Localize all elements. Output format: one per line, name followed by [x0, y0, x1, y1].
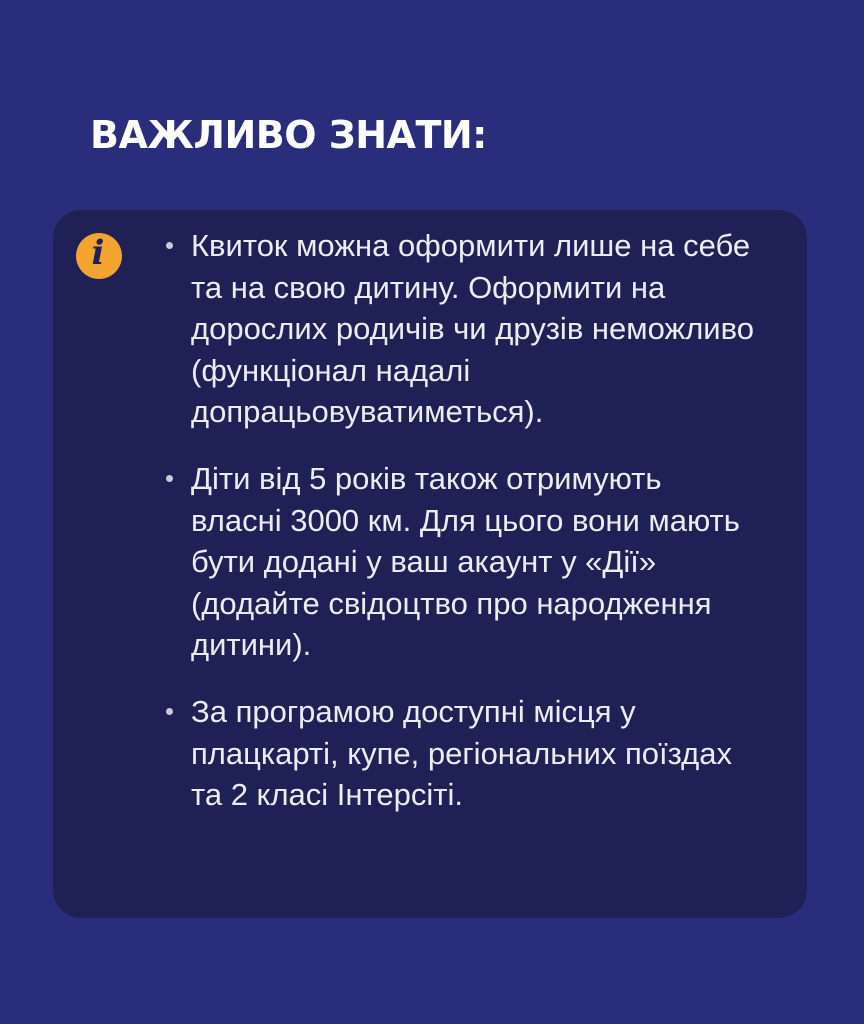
list-item: [165, 225, 790, 433]
info-icon-glyph: i: [91, 233, 105, 273]
list-item: [165, 691, 790, 816]
bullet-line: (додайте свідоцтво про народження: [191, 585, 712, 621]
bullet-line: Квиток можна оформити лише на себе: [191, 228, 751, 263]
page-title: ВАЖЛИВО ЗНАТИ:: [90, 113, 487, 157]
bullet-line: плацкарті, купе, регіональних поїздах: [191, 735, 732, 771]
bullet-text: [191, 458, 740, 666]
bullet-line: дитини).: [191, 627, 312, 663]
bullet-line: бути додані у ваш акаунт у «Дії»: [191, 544, 657, 580]
info-icon: [76, 233, 122, 279]
bullet-line: За програмою доступні місця у: [191, 693, 636, 729]
bullet-dot-icon: [165, 225, 191, 266]
bullet-line: власні 3000 км. Для цього вони мають: [191, 502, 740, 538]
bullet-text: [191, 691, 732, 816]
list-item: [165, 458, 790, 666]
bullet-line: та на свою дитину. Оформити на: [191, 269, 666, 305]
info-card: [53, 210, 807, 918]
bullet-line: (функціонал надалі: [191, 352, 471, 388]
bullet-line: та 2 класі Інтерсіті.: [191, 777, 463, 813]
bullet-line: Діти від 5 років також отримують: [191, 460, 662, 496]
bullet-line: допрацьовуватиметься).: [191, 394, 544, 430]
bullet-dot-icon: [165, 691, 191, 732]
bullet-line: дорослих родичів чи друзів неможливо: [191, 311, 754, 347]
bullet-list: [165, 225, 790, 816]
bullet-dot-icon: [165, 458, 191, 499]
bullet-text: [191, 225, 754, 433]
